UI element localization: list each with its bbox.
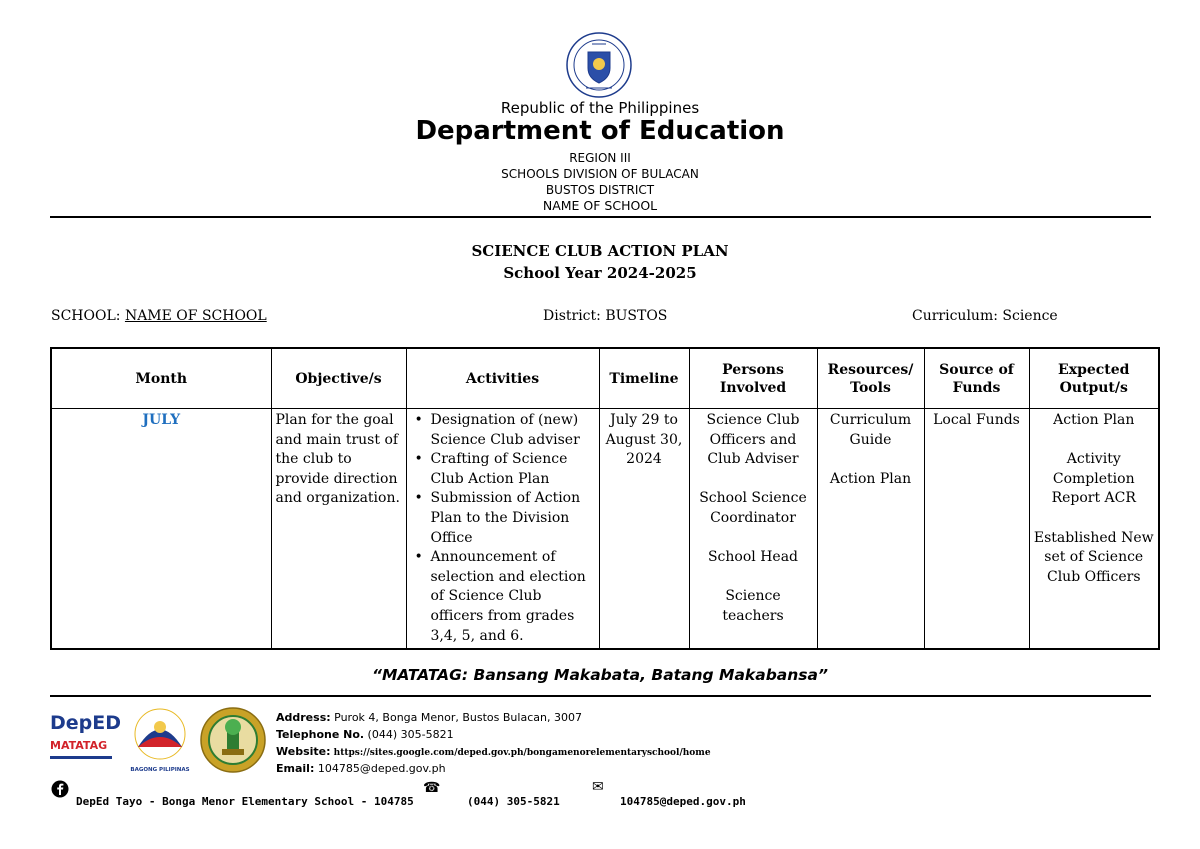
footer-phone: (044) 305-5821 (467, 795, 560, 808)
output-item: Action Plan (1053, 412, 1135, 428)
activity-item: • Designation of (new) Science Club adviser (425, 411, 595, 450)
person-item: Science teachers (722, 588, 784, 624)
output-item: Established New set of Science Club Officers (1033, 529, 1154, 585)
activity-item: • Submission of Action Plan to the Division Office (425, 489, 595, 548)
header-funds: Source of Funds (924, 348, 1029, 409)
deped-logo-text: DepED (50, 712, 122, 734)
curriculum-info: Curriculum: Science (912, 308, 1058, 324)
deped-seal-logo (566, 32, 632, 98)
department-title: Department of Education (415, 116, 785, 146)
header-month: Month (51, 348, 271, 409)
matatag-logo-text: MATATAG (50, 739, 108, 752)
cell-funds: Local Funds (924, 409, 1029, 650)
person-item: Science Club Officers and Club Adviser (706, 412, 800, 468)
region-line: REGION III (569, 151, 631, 165)
output-item: Activity Completion Report ACR (1051, 451, 1136, 507)
resource-item: Curriculum Guide (829, 412, 912, 448)
school-info: SCHOOL: NAME OF SCHOOL (51, 308, 267, 324)
cell-month: JULY (51, 409, 271, 650)
website-line[interactable]: Website: https://sites.google.com/deped.gov.ph/bongamenorelementaryschool/home (276, 745, 711, 758)
mail-icon: ✉ (592, 779, 604, 795)
email-line[interactable]: Email: 104785@deped.gov.ph (276, 762, 446, 775)
district-line: BUSTOS DISTRICT (545, 183, 655, 197)
deped-matatag-logo (50, 712, 122, 772)
division-line: SCHOOLS DIVISION OF BULACAN (501, 167, 699, 181)
facebook-page-text[interactable]: DepEd Tayo - Bonga Menor Elementary School - 104785 (76, 795, 414, 808)
telephone-icon: ☎ (423, 780, 441, 796)
bagong-pilipinas-text: BAGONG PILIPINAS (130, 767, 190, 773)
header-persons: Persons Involved (689, 348, 817, 409)
district-info: District: BUSTOS (543, 308, 668, 324)
table-row (51, 409, 1159, 650)
person-item: School Science Coordinator (699, 490, 807, 526)
school-year: School Year 2024-2025 (503, 264, 697, 282)
school-name-line: NAME OF SCHOOL (542, 198, 658, 213)
cell-persons (689, 409, 817, 650)
school-seal-logo (200, 707, 266, 773)
cell-outputs (1029, 409, 1159, 650)
activity-item: • Crafting of Science Club Action Plan (425, 450, 595, 489)
header-objectives: Objective/s (271, 348, 406, 409)
republic-line: Republic of the Philippines (500, 99, 700, 117)
table-header-row (51, 348, 1159, 409)
footer-email[interactable]: 104785@deped.gov.ph (620, 795, 746, 808)
resource-item: Action Plan (829, 470, 912, 487)
address-line: Address: Purok 4, Bonga Menor, Bustos Bulacan, 3007 (276, 711, 582, 724)
matatag-motto: “MATATAG: Bansang Makabata, Batang Makabansa” (372, 666, 828, 684)
header-outputs: Expected Output/s (1029, 348, 1159, 409)
telephone-line: Telephone No. (044) 305-5821 (276, 728, 454, 741)
header-resources: Resources/ Tools (817, 348, 924, 409)
footer-divider (50, 695, 1151, 697)
cell-objective: Plan for the goal and main trust of the club to provide direction and organization. (271, 409, 406, 650)
header-activities: Activities (406, 348, 599, 409)
cell-timeline: July 29 to August 30, 2024 (599, 409, 689, 650)
person-item: School Head (707, 549, 799, 566)
plan-title: SCIENCE CLUB ACTION PLAN (471, 242, 729, 260)
header-timeline: Timeline (599, 348, 689, 409)
cell-activities (406, 409, 599, 650)
facebook-icon (51, 780, 69, 798)
bagong-pilipinas-logo (130, 707, 190, 773)
cell-resources (817, 409, 924, 650)
header-divider (50, 216, 1151, 218)
action-plan-table (50, 347, 1160, 650)
school-value: NAME OF SCHOOL (124, 308, 267, 324)
activity-item: • Announcement of selection and election of Science Club officers from grades 3,4, 5, and 6. (425, 548, 595, 646)
